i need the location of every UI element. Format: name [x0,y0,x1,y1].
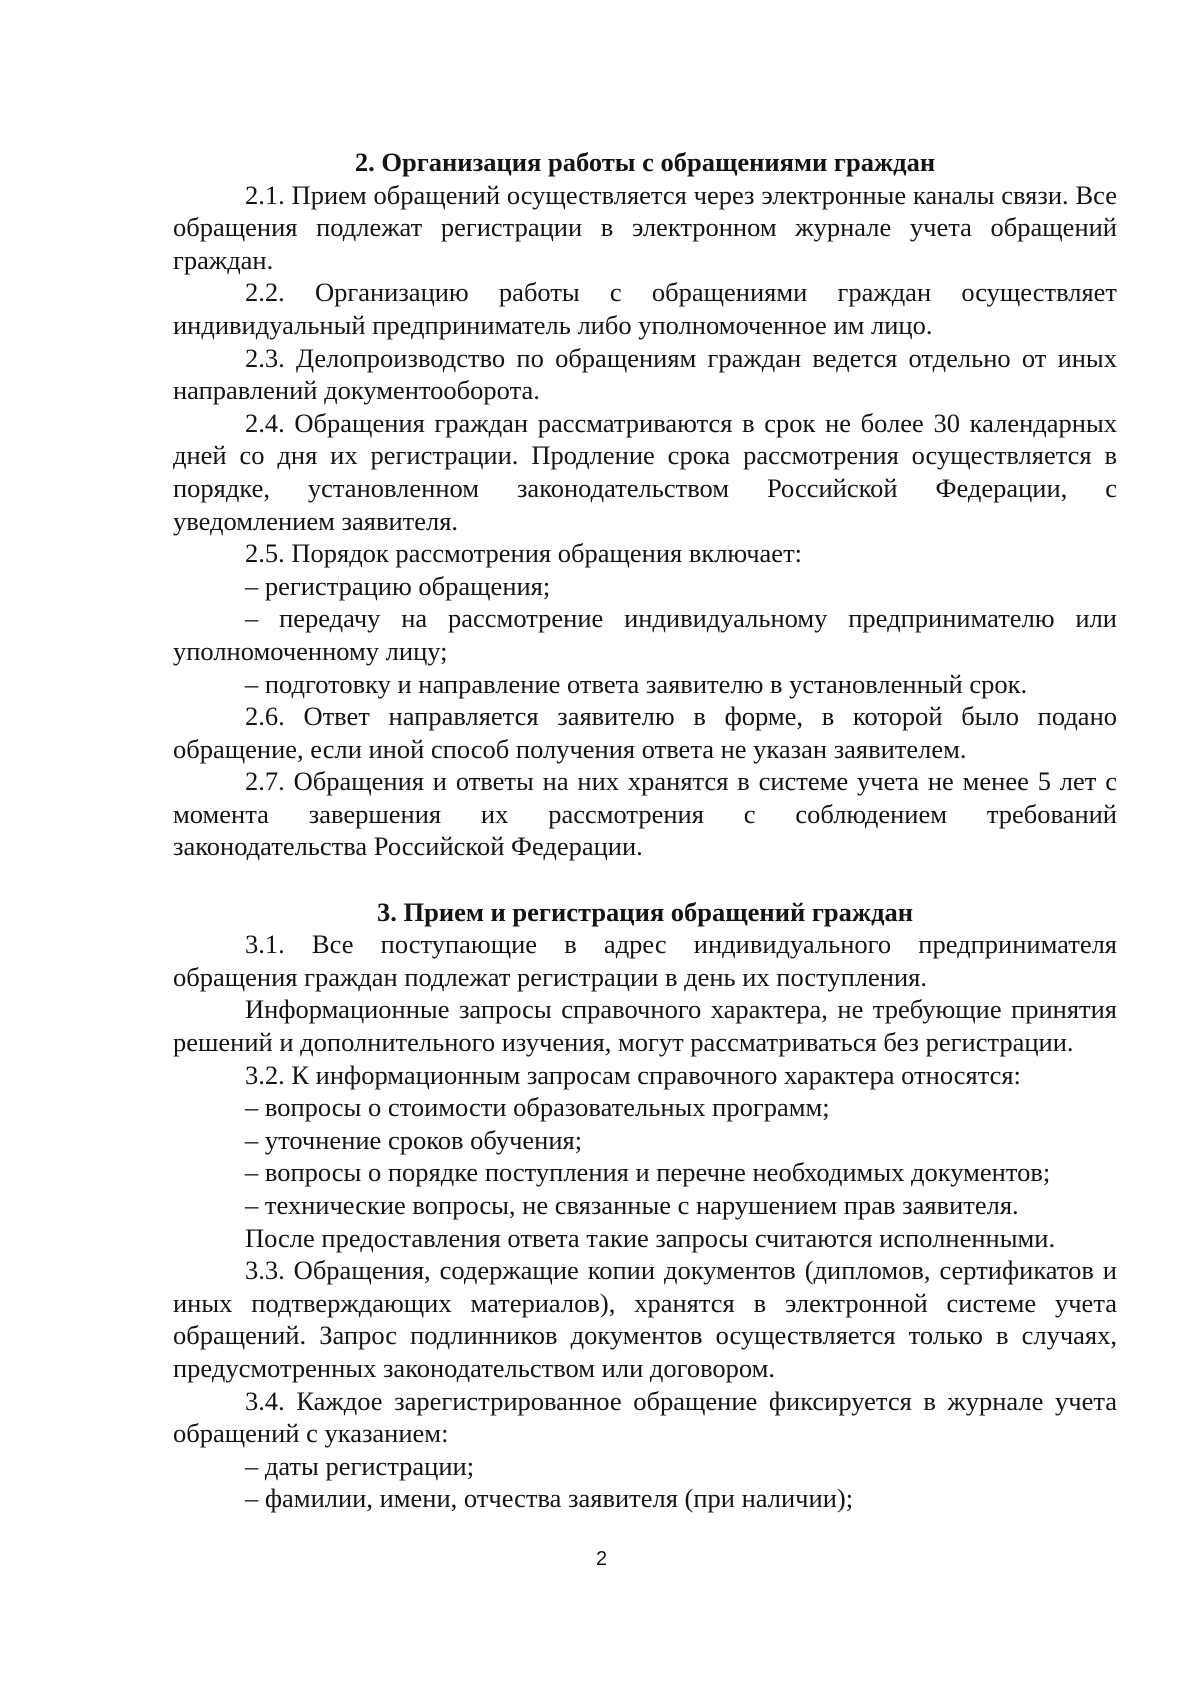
paragraph-2-5: 2.5. Порядок рассмотрения обращения включает: [245,538,803,569]
paragraph-2-3: 2.3. Делопроизводство по обращениям граждан ведется отдельно от иных направлений документооборота. [173,342,1117,406]
paragraph-3-4: 3.4. Каждое зарегистрированное обращение фиксируется в журнале учета обращений с указанием: [173,1385,1117,1449]
paragraph-2-2: 2.2. Организацию работы с обращениями граждан осуществляет индивидуальный предприниматель либо уполномоченное им лицо. [173,277,1117,340]
list-item: – подготовку и направление ответа заявителю в установленный срок. [245,668,1028,699]
list-item: – вопросы о стоимости образовательных программ; [245,1092,830,1123]
paragraph-3-2-note: После предоставления ответа такие запросы считаются исполненными. [245,1222,1056,1253]
section-3-heading: 3. Прием и регистрация обращений граждан [376,896,914,927]
paragraph-2-7: 2.7. Обращения и ответы на них хранятся в системе учета не менее 5 лет с момента завершения их рассмотрения с соблюдением требований законодательства Российской Федерации. [173,766,1117,862]
paragraph-2-1: 2.1. Прием обращений осуществляется через электронные каналы связи. Все обращения подлежат регистрации в электронном журнале учета обращений граждан. [173,179,1117,275]
paragraph-2-6: 2.6. Ответ направляется заявителю в форме, в которой было подано обращение, если иной способ получения ответа не указан заявителем. [173,701,1117,764]
list-item: – вопросы о порядке поступления и перечне необходимых документов; [245,1157,1051,1188]
list-item: – передачу на рассмотрение индивидуальному предпринимателю или уполномоченному лицу; [173,603,1117,666]
list-item: – даты регистрации; [245,1450,475,1481]
document-body [173,146,1117,1515]
paragraph-3-2: 3.2. К информационным запросам справочного характера относятся: [245,1059,1021,1090]
list-item: – фамилии, имени, отчества заявителя (при наличии); [245,1483,854,1514]
list-item: – уточнение сроков обучения; [245,1124,583,1155]
section-2-heading: 2. Организация работы с обращениями граждан [354,147,936,177]
paragraph-2-4: 2.4. Обращения граждан рассматриваются в срок не более 30 календарных дней со дня их регистрации. Продление срока рассмотрения осуществляется в порядке, установленном законодательством Российской Федерации, с уведомлением заявителя. [173,407,1117,536]
page-number: 2 [595,1548,608,1570]
list-item: – технические вопросы, не связанные с нарушением прав заявителя. [245,1190,1019,1220]
paragraph-3-1: 3.1. Все поступающие в адрес индивидуального предпринимателя обращения граждан подлежат регистрации в день их поступления. [173,929,1117,992]
paragraph-3-3: 3.3. Обращения, содержащие копии документов (дипломов, сертификатов и иных подтверждающих материалов), хранятся в электронной системе учета обращений. Запрос подлинников документов осуществляется только в случаях, предусмотренных законодательством или договором. [173,1255,1117,1383]
paragraph-3-1-note: Информационные запросы справочного характера, не требующие принятия решений и дополнительного изучения, могут рассматриваться без регистрации. [173,994,1117,1058]
list-item: – регистрацию обращения; [245,570,551,601]
